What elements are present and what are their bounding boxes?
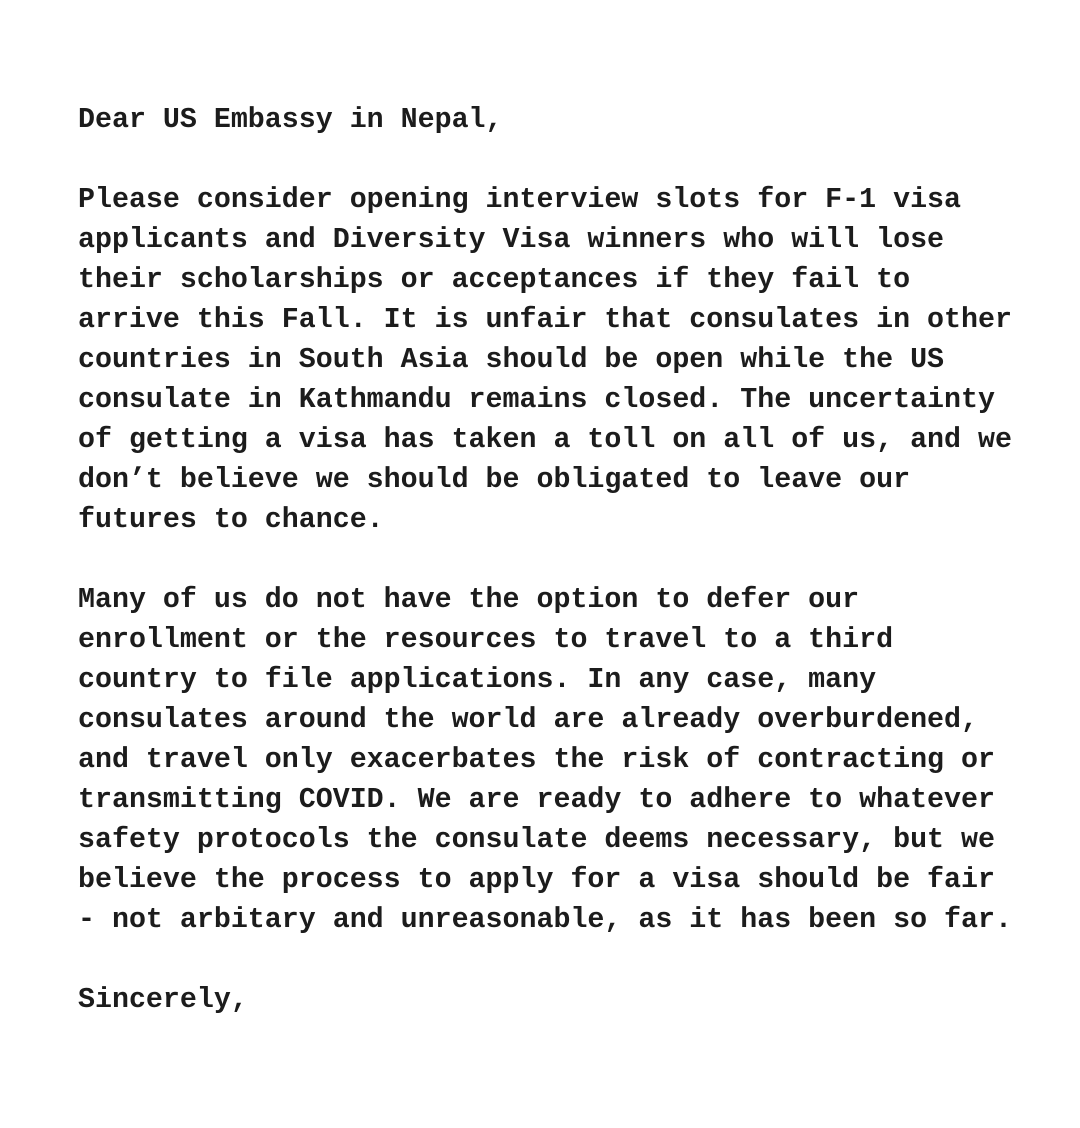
paragraph-1 (78, 180, 1068, 540)
salutation (78, 100, 1068, 140)
paragraph-2-line: enrollment or the resources to travel to a third (78, 624, 894, 656)
paragraph-2-line: believe the process to apply for a visa should be fair (78, 864, 995, 896)
paragraph-1-line: arrive this Fall. It is unfair that consulates in other (78, 304, 1012, 336)
paragraph-1-line: don’t believe we should be obligated to leave our (78, 464, 911, 496)
paragraph-1-line: consulate in Kathmandu remains closed. The uncertainty (78, 384, 995, 416)
closing (78, 980, 1068, 1020)
paragraph-1-line: Please consider opening interview slots for F-1 visa (78, 184, 962, 216)
paragraph-1-line: of getting a visa has taken a toll on all of us, and we (78, 424, 1012, 456)
paragraph-1-line: applicants and Diversity Visa winners who will lose (78, 224, 945, 256)
salutation-text: Dear US Embassy in Nepal, (78, 104, 503, 136)
closing-text: Sincerely, (78, 984, 248, 1016)
paragraph-2-line: and travel only exacerbates the risk of contracting or (78, 744, 995, 776)
paragraph-2 (78, 580, 1068, 940)
paragraph-1-line: their scholarships or acceptances if they fail to (78, 264, 911, 296)
paragraph-2-line: country to file applications. In any case, many (78, 664, 877, 696)
paragraph-2-line: Many of us do not have the option to defer our (78, 584, 860, 616)
paragraph-1-line: countries in South Asia should be open while the US (78, 344, 945, 376)
paragraph-1-line: futures to chance. (78, 504, 384, 536)
paragraph-2-line: transmitting COVID. We are ready to adhere to whatever (78, 784, 995, 816)
paragraph-2-line: consulates around the world are already overburdened, (78, 704, 978, 736)
letter-body (78, 100, 1068, 1060)
paragraph-2-line: - not arbitary and unreasonable, as it has been so far. (78, 904, 1012, 936)
paragraph-2-line: safety protocols the consulate deems necessary, but we (78, 824, 995, 856)
